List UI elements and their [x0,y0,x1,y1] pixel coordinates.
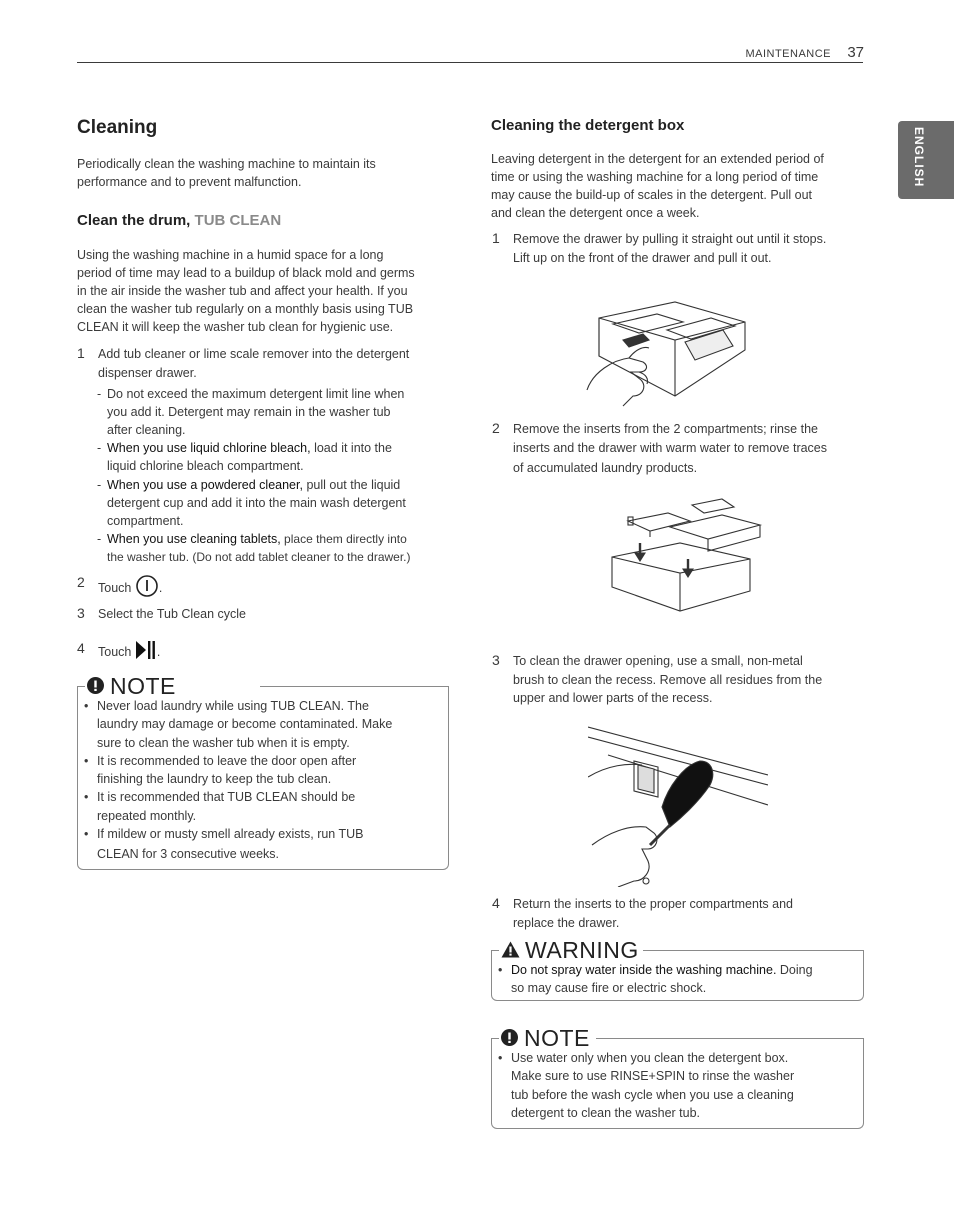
bold-text: When you use liquid chlorine bleach, [107,441,311,455]
note-list [77,697,437,864]
detergent-box-intro [491,150,866,222]
step-text: Select the Tub Clean cycle [98,607,246,621]
step-text: Touch [98,581,132,596]
page-title: Cleaning [77,117,158,138]
sub-item-tablets [97,530,457,566]
text-line: Add tub cleaner or lime scale remover into the detergent [98,347,410,361]
drum-heading [77,212,281,229]
text-line: Periodically clean the washing machine to maintain its [77,157,376,171]
note-list [491,1049,856,1122]
text-line: Return the inserts to the proper compartments and [513,897,794,911]
text-line: liquid chlorine bleach compartment. [107,459,304,473]
exclamation-icon [87,673,104,700]
note-title: NOTE [110,673,176,699]
text-line: Remove the drawer by pulling it straight out until it stops. [513,232,827,246]
text-line: Remove the inserts from the 2 compartments; rinse the [513,422,818,436]
bold-text: When you use a powdered cleaner, [107,478,303,492]
warning-list [491,961,856,998]
drum-text [77,246,452,336]
warning-title: WARNING [525,937,639,963]
warning-box [491,937,864,1002]
warning-triangle-icon [501,937,520,964]
text-line: inserts and the drawer with warm water to remove traces [513,440,828,455]
step-number: 4 [77,640,85,656]
inserts-illustration [610,495,770,615]
text-line: and clean the detergent once a week. [491,206,700,220]
right-step-2 [492,420,868,478]
left-note-box [77,673,449,871]
step-number: 3 [77,605,85,621]
brush-cleaning-illustration [588,725,768,887]
right-step-1 [492,230,868,267]
text-line: To clean the drawer opening, use a small, non-metal [513,654,803,668]
step-number: 1 [492,230,500,246]
list-item: • Use water only when you clean the detergent box. Make sure to use RINSE+SPIN to rinse the washer tub before the wash cycle when you use a cleaning detergent to clean the washer tub. [498,1051,795,1120]
text-line: Do not exceed the maximum detergent limit line when [107,387,405,401]
start-pause-icon [135,640,157,666]
text: load it into the [310,441,392,455]
text: Doing [776,963,813,977]
text-line: upper and lower parts of the recess. [513,691,713,705]
power-icon [135,574,159,604]
left-step-3 [77,605,246,624]
sub-item-powder [97,476,457,530]
warning-heading [501,937,643,964]
header-divider [77,62,863,63]
text-line: Using the washing machine in a humid space for a long [77,248,384,262]
dash: - [97,532,102,546]
detergent-box-heading: Cleaning the detergent box [491,117,685,134]
exclamation-icon [501,1025,518,1052]
bold-text: When you use cleaning tablets, [107,532,281,546]
drawer-removal-illustration [583,300,753,410]
text-line: of accumulated laundry products. [513,461,698,475]
text-line: after cleaning. [107,423,186,437]
step-number: 2 [77,574,85,590]
text: pull out the liquid [302,478,401,492]
right-step-3 [492,652,868,708]
step-text: Touch [98,645,132,660]
text-line: brush to clean the recess. Remove all residues from the [513,672,823,687]
sub-item-bleach [97,439,457,475]
list-item: • It is recommended to leave the door open after finishing the laundry to keep the tub clean. [84,753,357,787]
sub-item-limit [97,385,457,439]
left-step-2: 2 Touch . [98,574,162,604]
text-line: clean the washer tub regularly on a monthly basis using TUB [77,302,414,316]
drum-heading-accent: TUB CLEAN [194,212,282,229]
text-line: dispenser drawer. [98,365,197,380]
note-title: NOTE [524,1025,590,1051]
left-step-4: 4 Touch . [98,640,160,666]
page-number: 37 [847,44,864,61]
step-number: 1 [77,345,85,361]
left-step-1 [77,345,458,382]
dash: - [97,478,102,492]
right-step-4 [492,895,868,932]
list-item: • Do not spray water inside the washing machine. Doing so may cause fire or electric shock. [491,961,856,998]
language-tab-label: ENGLISH [912,127,926,188]
text-line: in the air inside the washer tub and affect your health. If you [77,284,408,298]
dash: - [97,387,102,401]
step-number: 4 [492,895,500,911]
list-item: • If mildew or musty smell already exists, run TUB CLEAN for 3 consecutive weeks. [84,827,364,862]
text-line: you add it. Detergent may remain in the washer tub [107,405,391,419]
bold-text: Do not spray water inside the washing machine. [511,963,777,977]
text-line: period of time may lead to a buildup of black mold and germs [77,266,415,280]
text-line: so may cause fire or electric shock. [511,981,707,996]
text: place them directly into [280,532,407,546]
text-line: replace the drawer. [513,915,620,930]
note-heading [87,673,180,700]
step-number: 2 [492,420,500,436]
text-line: CLEAN it will keep the washer tub clean for hygienic use. [77,320,394,334]
text-line: performance and to prevent malfunction. [77,175,302,189]
cleaning-intro [77,155,449,191]
language-tab [898,121,954,199]
text-line: the washer tub. (Do not add tablet cleaner to the drawer.) [107,550,411,564]
drum-heading-text: Clean the drum, [77,212,191,229]
dash: - [97,441,102,455]
text-line: Lift up on the front of the drawer and pull it out. [513,250,772,265]
list-item: • It is recommended that TUB CLEAN should be repeated monthly. [84,790,356,823]
right-note-box [491,1025,864,1130]
step-number: 3 [492,652,500,668]
text-line: compartment. [107,514,184,528]
text-line: detergent cup and add it into the main wash detergent [107,496,406,510]
text-line: may cause the build-up of scales in the detergent. Pull out [491,188,813,202]
note-heading [501,1025,594,1052]
text-line: Leaving detergent in the detergent for an extended period of [491,152,824,166]
section-label: MAINTENANCE [745,48,831,60]
text-line: time or using the washing machine for a long period of time [491,170,819,184]
list-item: • Never load laundry while using TUB CLEAN. The laundry may damage or become contaminated. Make sure to clean the washer tub when it is empty. [84,699,393,750]
